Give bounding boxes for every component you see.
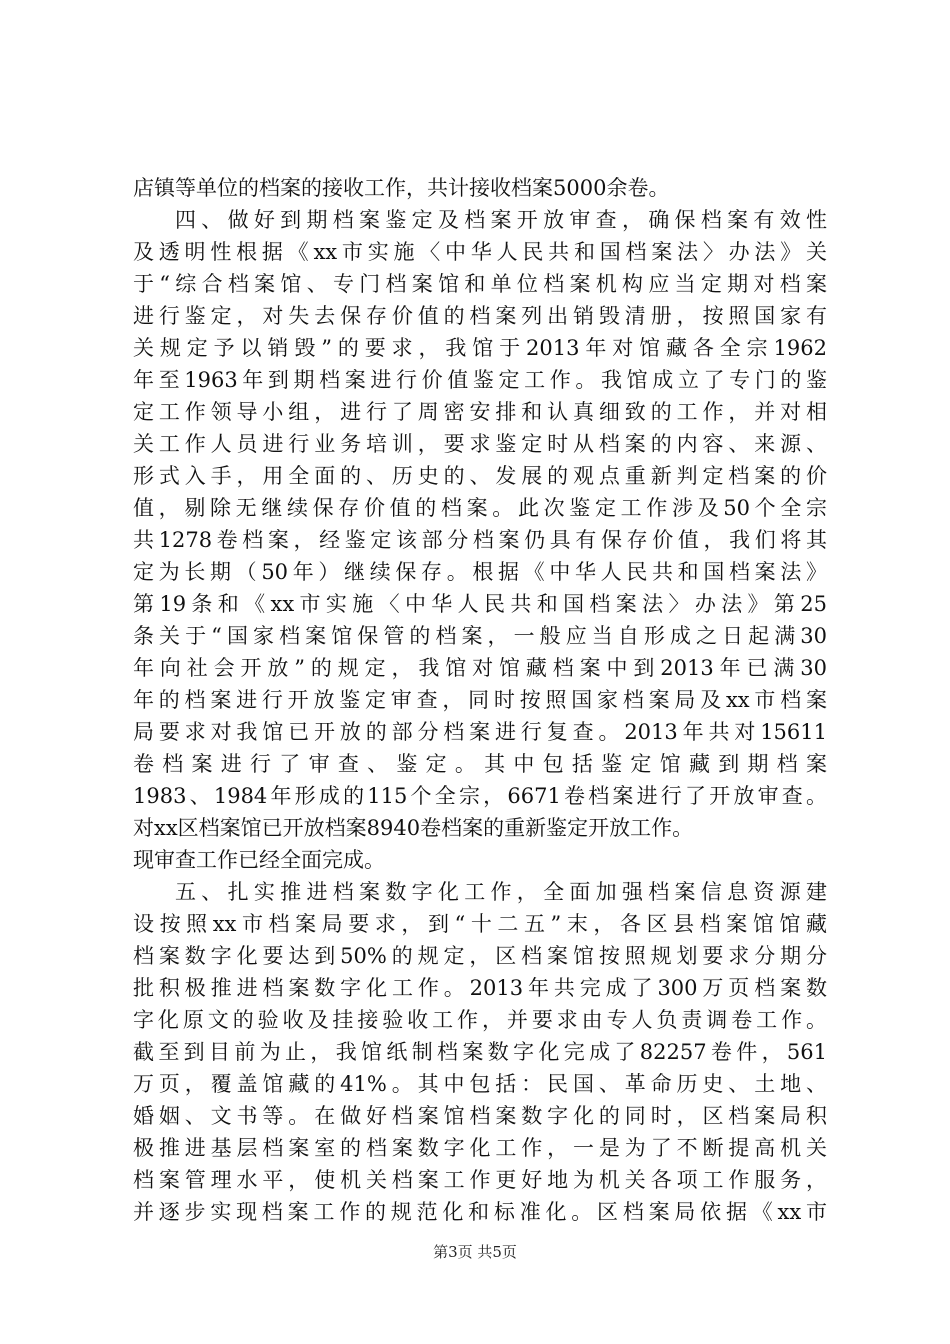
text-line: 截至到目前为止，我馆纸制档案数字化完成了82257卷件，561	[133, 1040, 827, 1064]
text-line: 进行鉴定，对失去保存价值的档案列出销毁清册，按照国家有	[133, 304, 827, 328]
text-line: 对xx区档案馆已开放档案8940卷档案的重新鉴定开放工作。	[133, 816, 694, 840]
text-line: 定为长期（50年）继续保存。根据《中华人民共和国档案法》	[133, 560, 827, 584]
text-line: 婚姻、文书等。在做好档案馆档案数字化的同时，区档案局积	[133, 1104, 827, 1128]
document-body	[133, 172, 827, 1228]
text-line: 档案数字化要达到50%的规定，区档案馆按照规划要求分期分	[133, 944, 827, 968]
text-line: 档案管理水平，使机关档案工作更好地为机关各项工作服务，	[133, 1168, 827, 1192]
text-line: 第19条和《xx市实施〈中华人民共和国档案法〉办法》第25	[133, 592, 827, 616]
text-line: 现审查工作已经全面完成。	[133, 848, 385, 872]
text-line: 于“综合档案馆、专门档案馆和单位档案机构应当定期对档案	[133, 272, 827, 296]
text-line: 年向社会开放”的规定，我馆对馆藏档案中到2013年已满30	[133, 656, 827, 680]
text-line: 店镇等单位的档案的接收工作，共计接收档案5000余卷。	[133, 176, 670, 200]
text-line: 形式入手，用全面的、历史的、发展的观点重新判定档案的价	[133, 464, 827, 488]
text-line: 并逐步实现档案工作的规范化和标准化。区档案局依据《xx市	[133, 1200, 827, 1224]
page-footer: 第3页 共5页	[433, 1243, 517, 1261]
text-line: 字化原文的验收及挂接验收工作，并要求由专人负责调卷工作。	[133, 1008, 827, 1032]
text-line: 五、扎实推进档案数字化工作，全面加强档案信息资源建	[175, 880, 827, 904]
text-line: 值，剔除无继续保存价值的档案。此次鉴定工作涉及50个全宗	[133, 496, 827, 520]
text-line: 万页，覆盖馆藏的41%。其中包括：民国、革命历史、土地、	[133, 1072, 827, 1096]
text-line: 条关于“国家档案馆保管的档案，一般应当自形成之日起满30	[133, 624, 827, 648]
text-line: 关规定予以销毁”的要求，我馆于2013年对馆藏各全宗1962	[133, 336, 827, 360]
text-line: 及透明性根据《xx市实施〈中华人民共和国档案法〉办法》关	[133, 240, 827, 264]
text-line: 1983、1984年形成的115个全宗，6671卷档案进行了开放审查。	[133, 784, 827, 808]
text-line: 年的档案进行开放鉴定审查，同时按照国家档案局及xx市档案	[133, 688, 827, 712]
text-line: 设按照xx市档案局要求，到“十二五”末，各区县档案馆馆藏	[133, 912, 827, 936]
text-line: 定工作领导小组，进行了周密安排和认真细致的工作，并对相	[133, 400, 827, 424]
text-line: 共1278卷档案，经鉴定该部分档案仍具有保存价值，我们将其	[133, 528, 827, 552]
text-line: 极推进基层档案室的档案数字化工作，一是为了不断提高机关	[133, 1136, 827, 1160]
text-line: 年至1963年到期档案进行价值鉴定工作。我馆成立了专门的鉴	[133, 368, 827, 392]
text-line: 关工作人员进行业务培训，要求鉴定时从档案的内容、来源、	[133, 432, 827, 456]
text-line: 四、做好到期档案鉴定及档案开放审查，确保档案有效性	[175, 208, 827, 232]
text-line: 批积极推进档案数字化工作。2013年共完成了300万页档案数	[133, 976, 827, 1000]
text-line: 卷档案进行了审查、鉴定。其中包括鉴定馆藏到期档案	[133, 752, 827, 776]
text-line: 局要求对我馆已开放的部分档案进行复查。2013年共对15611	[133, 720, 827, 744]
